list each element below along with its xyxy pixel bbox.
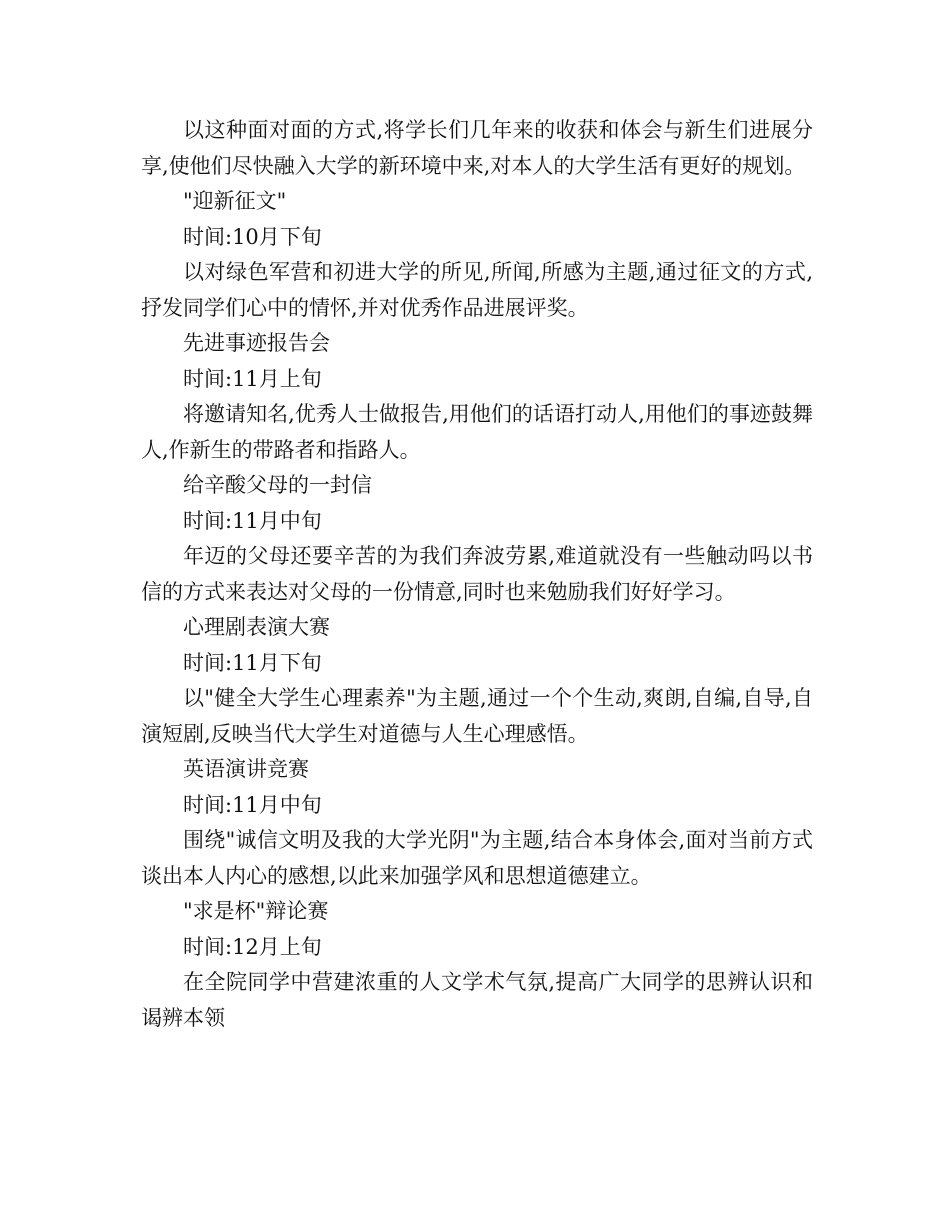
heading-letter-to-parents: 给辛酸父母的一封信 [183, 473, 372, 497]
heading-debate-contest: "求是杯"辩论赛 [183, 899, 329, 923]
paragraph-psychodrama-contest: 以"健全大学生心理素养"为主题,通过一个个生动,爽朗,自编,自导,自演短剧,反映当代大学生对道德与人生心理感悟。 [141, 686, 813, 746]
paragraph-advanced-report: 将邀请知名,优秀人士做报告,用他们的话语打动人,用他们的事迹鼓舞人,作新生的带路者和指路人。 [141, 402, 813, 462]
heading-advanced-report: 先进事迹报告会 [183, 331, 330, 355]
document-body [141, 113, 813, 1036]
paragraph-intro-sharing: 以这种面对面的方式,将学长们几年来的收获和体会与新生们进展分享,使他们尽快融入大学的新环境中来,对本人的大学生活有更好的规划。 [141, 118, 813, 178]
heading-psychodrama-contest: 心理剧表演大赛 [183, 615, 330, 639]
paragraph-welcome-essay: 以对绿色军营和初进大学的所见,所闻,所感为主题,通过征文的方式,抒发同学们心中的情怀,并对优秀作品进展评奖。 [141, 260, 813, 320]
paragraph-english-speech: 围绕"诚信文明及我的大学光阴"为主题,结合本身体会,面对当前方式谈出本人内心的感想,以此来加强学风和思想道德建立。 [141, 828, 813, 888]
time-welcome-essay: 时间:10月下旬 [183, 224, 322, 249]
time-debate-contest: 时间:12月上旬 [183, 934, 322, 959]
time-advanced-report: 时间:11月上旬 [183, 366, 322, 391]
paragraph-debate-contest: 在全院同学中营建浓重的人文学术气氛,提高广大同学的思辨认识和谒辨本领 [141, 970, 813, 1030]
paragraph-letter-to-parents: 年迈的父母还要辛苦的为我们奔波劳累,难道就没有一些触动吗以书信的方式来表达对父母的一份情意,同时也来勉励我们好好学习。 [141, 544, 813, 604]
time-letter-to-parents: 时间:11月中旬 [183, 508, 322, 533]
time-psychodrama-contest: 时间:11月下旬 [183, 650, 322, 675]
heading-english-speech: 英语演讲竞赛 [183, 757, 309, 781]
time-english-speech: 时间:11月中旬 [183, 792, 322, 817]
heading-welcome-essay: "迎新征文" [183, 189, 287, 213]
